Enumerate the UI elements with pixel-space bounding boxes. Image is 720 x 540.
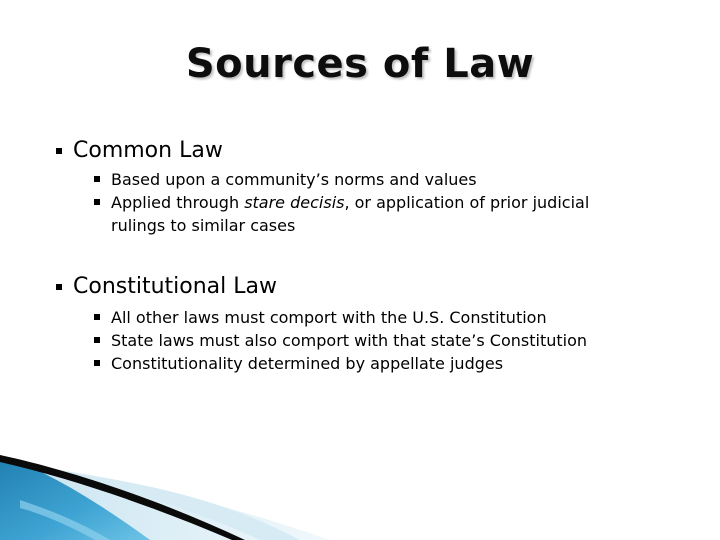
- slide-title: Sources of Law: [185, 41, 535, 87]
- item-text-italic: stare decisis: [244, 193, 345, 212]
- item-text: Applied through: [111, 193, 245, 212]
- item-text-continuation: rulings to similar cases: [111, 216, 296, 235]
- item-text: State laws must also comport with that state’s Constitution: [111, 331, 587, 350]
- item-text: Constitutionality determined by appellate judges: [111, 354, 504, 373]
- bullet-heading: Common Law: [73, 138, 223, 163]
- item-text: , or application of prior judicial: [344, 193, 590, 212]
- item-text: Based upon a community’s norms and values: [111, 170, 477, 189]
- item-text: All other laws must comport with the U.S. Constitution: [111, 308, 547, 327]
- bullet-heading: Constitutional Law: [73, 274, 277, 299]
